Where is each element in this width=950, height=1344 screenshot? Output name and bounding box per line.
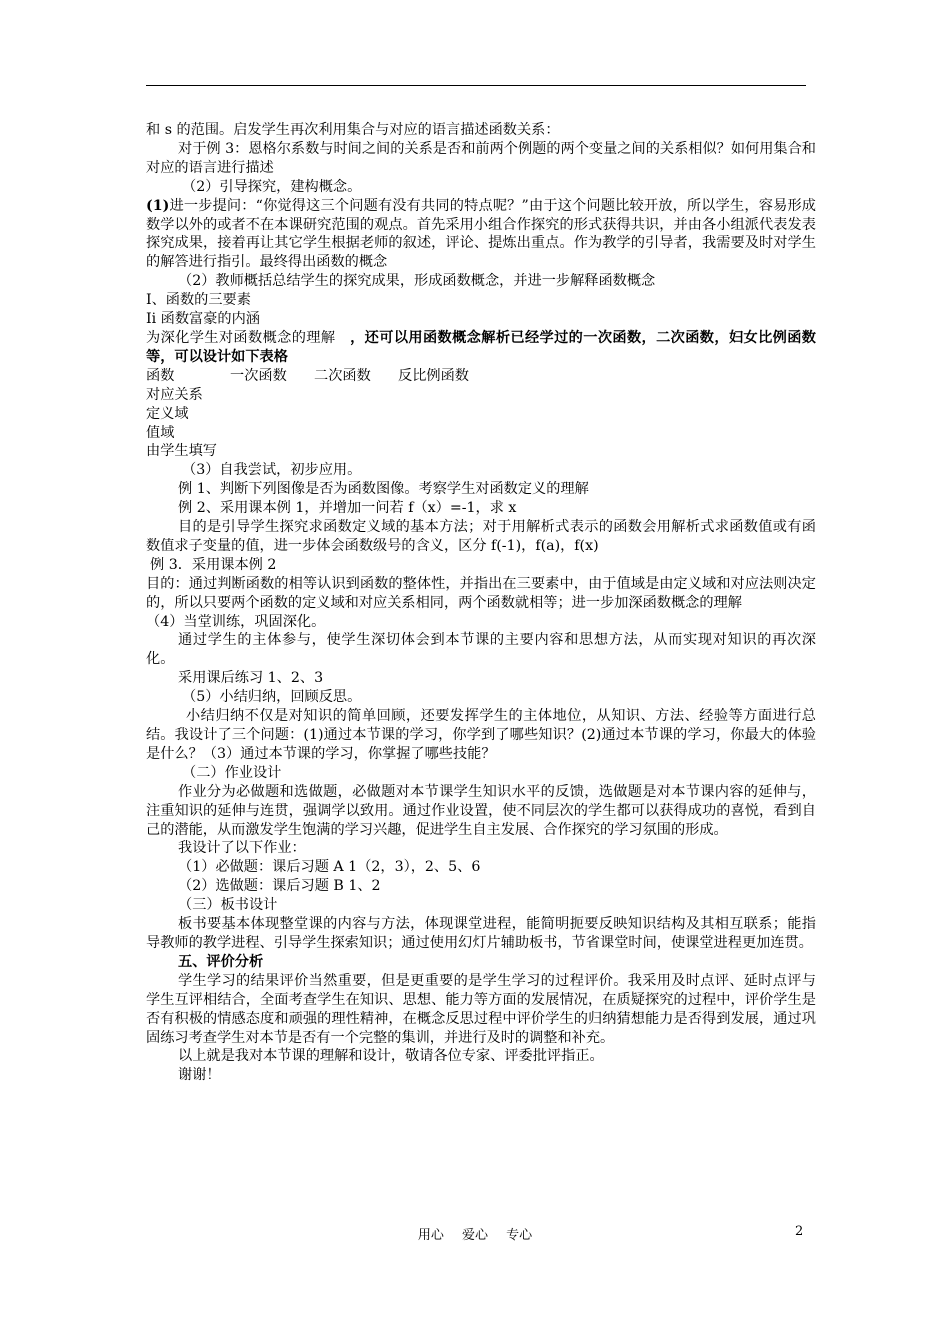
paragraph bbox=[146, 197, 816, 273]
section-heading: （2）引导探究，建构概念。 bbox=[182, 178, 362, 195]
paragraph-text: ，还可以用函数概念解析已经学过的一次函数，二次函数，妇女比例函数等，可以设计如下表格 bbox=[146, 329, 816, 365]
paragraph-text: 为深化学生对函数概念的理解 bbox=[146, 329, 351, 346]
paragraph: 我设计了以下作业： bbox=[178, 840, 306, 857]
section-heading: （3）自我尝试，初步应用。 bbox=[182, 462, 362, 479]
table-cell: 函数 bbox=[146, 367, 175, 384]
section-heading: （5）小结归纳，回顾反思。 bbox=[182, 689, 362, 706]
list-item: （1）必做题：课后习题 A 1（2，3），2、5、6 bbox=[178, 859, 481, 876]
section-heading: （二）作业设计 bbox=[182, 764, 282, 781]
table-row-label: 值域 bbox=[146, 424, 175, 441]
paragraph bbox=[146, 329, 816, 367]
paragraph: 目的是引导学生探究求函数定义域的基本方法；对于用解析式表示的函数会用解析式求函数值或有函数值求子变量的值，进一步体会函数级号的含义，区分 f(-1)，f(a)，f(x) bbox=[146, 519, 816, 554]
paragraph: 和 s 的范围。启发学生再次利用集合与对应的语言描述函数关系： bbox=[146, 122, 560, 138]
table-cell: 一次函数 bbox=[230, 367, 287, 384]
paragraph: 由学生填写 bbox=[146, 443, 217, 460]
section-heading: （4）当堂训练，巩固深化。 bbox=[146, 613, 326, 630]
paragraph: 以上就是我对本节课的理解和设计，敬请各位专家、评委批评指正。 bbox=[178, 1048, 604, 1065]
example: 例 2、采用课本例 1，并增加一问若 f（x）=-1，求 x bbox=[178, 500, 517, 517]
paragraph: 目的：通过判断函数的相等认识到函数的整体性，并指出在三要素中，由于值域是由定义域和对应法则决定的，所以只要两个函数的定义域和对应关系相同，两个函数就相等；进一步加深函数概念的理解 bbox=[146, 575, 816, 611]
section-heading: 五、评价分析 bbox=[178, 953, 264, 970]
table-row-label: 对应关系 bbox=[146, 386, 203, 403]
paragraph: 对于例 3：恩格尔系数与时间之间的关系是否和前两个例题的两个变量之间的关系相似？如何用集合和对应的语言进行描述 bbox=[146, 140, 816, 176]
paragraph-text: 进一步提问：“你觉得这三个问题有没有共同的特点呢？”由于这个问题比较开放，所以学生，容易形成数学以外的或者不在本课研究范围的观点。首先采用小组合作探究的形式获得共识，并由各小组派代表发表探究成果，接着再让其它学生根据老师的叙述，评论、提炼出重点。作为教学的引导者，我需要及时对学生的解答进行指引。最终得出函数的概念 bbox=[146, 197, 816, 271]
section-heading: （三）板书设计 bbox=[178, 897, 278, 914]
paragraph: Ii 函数富豪的内涵 bbox=[146, 311, 260, 328]
table-row-label: 定义域 bbox=[146, 405, 189, 422]
example: 例 3．采用课本例 2 bbox=[150, 556, 277, 573]
paragraph: I、函数的三要素 bbox=[146, 292, 251, 309]
table-header bbox=[146, 367, 816, 386]
item-marker: (1) bbox=[146, 197, 170, 214]
table-cell: 反比例函数 bbox=[398, 367, 469, 384]
paragraph: 采用课后练习 1、2、3 bbox=[178, 670, 324, 687]
example: 例 1、判断下列图像是否为函数图像。考察学生对函数定义的理解 bbox=[178, 481, 589, 498]
header-rule bbox=[146, 85, 806, 86]
paragraph: 学生学习的结果评价当然重要，但是更重要的是学生学习的过程评价。我采用及时点评、延时点评与学生互评相结合，全面考查学生在知识、思想、能力等方面的发展情况，在质疑探究的过程中，评价学生是否有积极的情感态度和顽强的理性精神，在概念反思过程中评价学生的归纳猜想能力是否得到发展，通过巩固练习考查学生对本节是否有一个完整的集训，并进行及时的调整和补充。 bbox=[146, 972, 816, 1046]
paragraph: 通过学生的主体参与，使学生深切体会到本节课的主要内容和思想方法，从而实现对知识的再次深化。 bbox=[146, 632, 816, 668]
section-heading: （2）教师概括总结学生的探究成果，形成函数概念，并进一步解释函数概念 bbox=[178, 273, 656, 290]
paragraph: 小结归纳不仅是对知识的简单回顾，还要发挥学生的主体地位，从知识、方法、经验等方面进行总结。我设计了三个问题：(1)通过本节课的学习，你学到了哪些知识？(2)通过本节课的学习，你最大的体验是什么？（3）通过本节课的学习，你掌握了哪些技能？ bbox=[146, 708, 816, 762]
document-body bbox=[146, 121, 816, 1085]
table-cell: 二次函数 bbox=[314, 367, 371, 384]
footer-motto: 用心 爱心 专心 bbox=[417, 1228, 533, 1243]
paragraph: 板书要基本体现整堂课的内容与方法，体现课堂进程，能简明扼要反映知识结构及其相互联系；能指导教师的教学进程、引导学生探索知识；通过使用幻灯片辅助板书，节省课堂时间，使课堂进程更加连贯。 bbox=[146, 916, 816, 951]
paragraph: 作业分为必做题和选做题，必做题对本节课学生知识水平的反馈，选做题是对本节课内容的延伸与，注重知识的延伸与连贯，强调学以致用。通过作业设置，使不同层次的学生都可以获得成功的喜悦，看到自己的潜能，从而激发学生饱满的学习兴趣，促进学生自主发展、合作探究的学习氛围的形成。 bbox=[146, 783, 816, 838]
list-item: （2）选做题：课后习题 B 1、2 bbox=[178, 878, 381, 895]
page-number: 2 bbox=[795, 1224, 804, 1239]
paragraph: 谢谢！ bbox=[178, 1067, 221, 1084]
